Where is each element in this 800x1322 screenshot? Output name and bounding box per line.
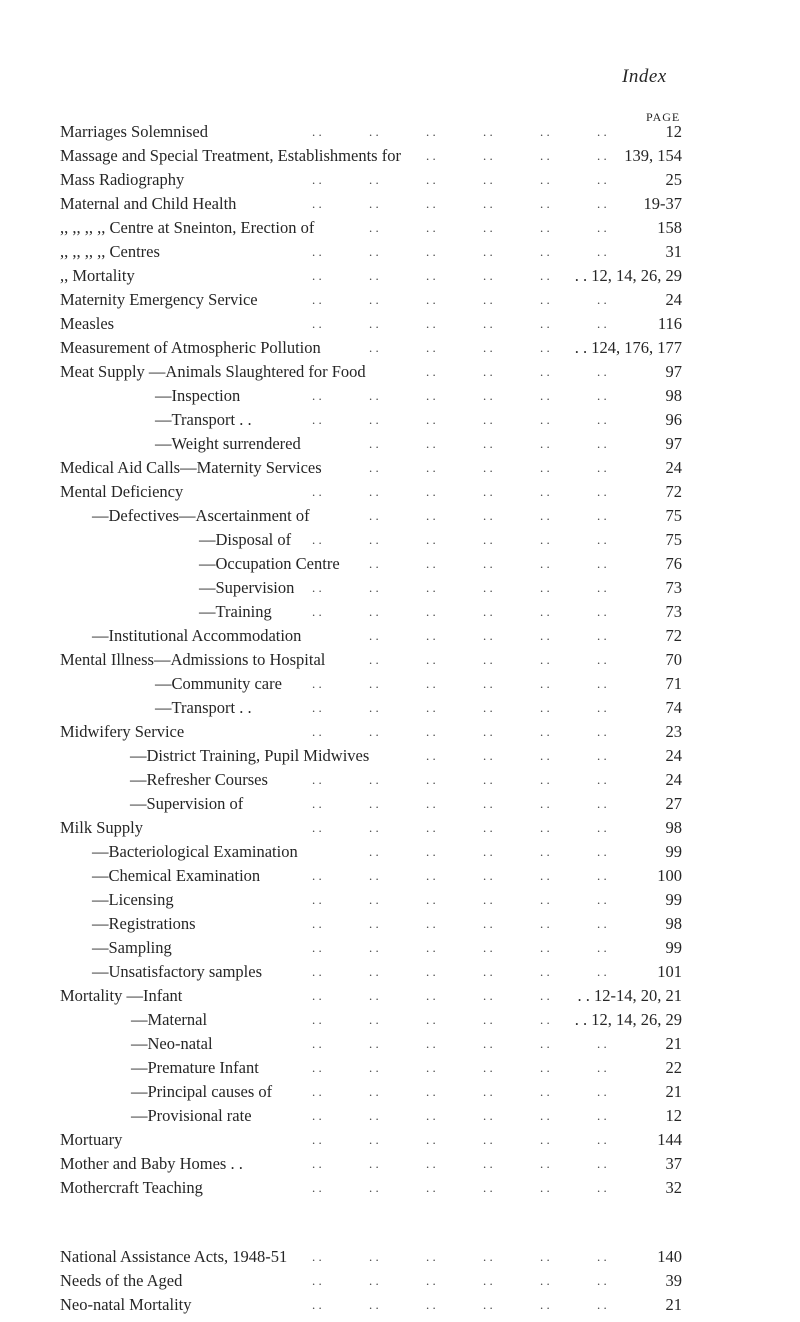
index-pages: 24 [665,746,682,765]
index-entry: Mental Deficiency 72 . . . . . . . . . . . . [0,480,800,504]
index-entry: —Supervision of 27 . . . . . . . . . . . . [0,792,800,816]
index-entry: Mortality —Infant . . 12-14, 20, 21 . . . . . . . . . . [0,984,800,1008]
index-entry: National Assistance Acts, 1948-51 140 . . . . . . . . . . . . [0,1245,800,1269]
index-entry: —Occupation Centre 76 . . . . . . . . . . [0,552,800,576]
index-pages: 144 [657,1130,682,1149]
index-term: —Transport . . [155,410,252,429]
index-pages: 24 [665,770,682,789]
index-pages: 32 [665,1178,682,1197]
index-pages: 75 [665,530,682,549]
index-pages: 24 [665,458,682,477]
index-entry: Milk Supply 98 . . . . . . . . . . . . [0,816,800,840]
index-term: Maternal and Child Health [60,194,237,213]
index-pages: 21 [665,1034,682,1053]
index-term: Mothercraft Teaching [60,1178,203,1197]
index-pages: 22 [665,1058,682,1077]
index-term: Measurement of Atmospheric Pollution [60,338,321,357]
index-term: —Institutional Accommodation [92,626,302,645]
index-term: —Maternal [131,1010,208,1029]
index-pages: 99 [665,938,682,957]
index-pages: . . 12, 14, 26, 29 [574,1010,682,1029]
index-entry: —Sampling 99 . . . . . . . . . . . . [0,936,800,960]
index-pages: 72 [665,482,682,501]
index-entry: —Transport . . 74 . . . . . . . . . . . . [0,696,800,720]
index-term: —District Training, Pupil Midwives [130,746,370,765]
index-pages: 39 [665,1271,682,1290]
index-entry: Maternal and Child Health 19-37 . . . . . . . . . . . . [0,192,800,216]
index-term: —Defectives—Ascertainment of [92,506,310,525]
index-pages: 12 [665,1106,682,1125]
index-entry: Mental Illness—Admissions to Hospital 70 . . . . . . . . . . [0,648,800,672]
index-pages: 12 [665,122,682,141]
index-pages: 98 [665,386,682,405]
index-pages: 98 [665,914,682,933]
index-pages: 31 [665,242,682,261]
index-entry: Massage and Special Treatment, Establishments for 139, 154 . . . . . . . . [0,144,800,168]
index-pages: . . 124, 176, 177 [574,338,682,357]
index-term: —Training [199,602,272,621]
index-entry: Mother and Baby Homes . . 37 . . . . . . . . . . . . [0,1152,800,1176]
index-pages: . . 12-14, 20, 21 [577,986,682,1005]
page-column-label: PAGE [646,110,681,124]
index-term: Maternity Emergency Service [60,290,258,309]
index-term: —Inspection [155,386,241,405]
index-entry: Needs of the Aged 39 . . . . . . . . . . . . [0,1269,800,1293]
index-pages: 27 [665,794,682,813]
index-entry: —Premature Infant 22 . . . . . . . . . . . . [0,1056,800,1080]
index-entry: —Refresher Courses 24 . . . . . . . . . . . . [0,768,800,792]
index-pages: 158 [657,218,682,237]
index-entry: —Maternal . . 12, 14, 26, 29 . . . . . . . . . . [0,1008,800,1032]
index-pages: 74 [665,698,682,717]
index-term: Mortality —Infant [60,986,183,1005]
index-entry: —Unsatisfactory samples 101 . . . . . . . . . . . . [0,960,800,984]
index-term: Milk Supply [60,818,143,837]
index-term: —Provisional rate [131,1106,252,1125]
index-term: —Principal causes of [131,1082,273,1101]
index-pages: 70 [665,650,682,669]
index-entry: Measles 116 . . . . . . . . . . . . [0,312,800,336]
index-entry: Mass Radiography 25 . . . . . . . . . . . . [0,168,800,192]
index-pages: 99 [665,842,682,861]
index-entry: —Registrations 98 . . . . . . . . . . . . [0,912,800,936]
index-pages: 97 [665,434,682,453]
index-term: —Transport . . [155,698,252,717]
index-term: —Weight surrendered [155,434,301,453]
index-pages: 21 [665,1295,682,1314]
index-pages: 116 [657,314,682,333]
index-term: Mother and Baby Homes . . [60,1154,243,1173]
index-term: —Supervision of [130,794,244,813]
index-entry: —Supervision 73 . . . . . . . . . . . . [0,576,800,600]
index-term: ,, ,, ,, ,, Centres [60,242,160,261]
index-entry: Neo-natal Mortality 21 . . . . . . . . . . . . [0,1293,800,1317]
index-entry: —District Training, Pupil Midwives 24 . . . . . . . . [0,744,800,768]
index-entry: Mortuary 144 . . . . . . . . . . . . [0,1128,800,1152]
index-pages: 73 [665,578,682,597]
index-term: —Licensing [92,890,174,909]
index-entry: Mothercraft Teaching 32 . . . . . . . . . . . . [0,1176,800,1200]
index-term: Mass Radiography [60,170,185,189]
index-pages: 73 [665,602,682,621]
index-entry: Medical Aid Calls—Maternity Services 24 . . . . . . . . . . [0,456,800,480]
index-pages: 71 [665,674,682,693]
index-pages: 99 [665,890,682,909]
index-term: Midwifery Service [60,722,185,741]
index-entry: Midwifery Service 23 . . . . . . . . . . . . [0,720,800,744]
index-pages: 96 [665,410,682,429]
index-pages: 23 [665,722,682,741]
index-entry: ,, ,, ,, ,, Centres 31 . . . . . . . . . . . . [0,240,800,264]
index-pages: 25 [665,170,682,189]
index-entry: ,, Mortality . . 12, 14, 26, 29 . . . . . . . . . . [0,264,800,288]
index-term: —Neo-natal [131,1034,213,1053]
index-term: Meat Supply —Animals Slaughtered for Food [60,362,366,381]
index-term: —Sampling [92,938,172,957]
index-term: Mental Illness—Admissions to Hospital [60,650,326,669]
index-pages: 139, 154 [624,146,682,165]
index-term: —Refresher Courses [130,770,268,789]
index-entry: Meat Supply —Animals Slaughtered for Food 97 . . . . . . . . [0,360,800,384]
index-pages: . . 12, 14, 26, 29 [574,266,682,285]
index-entry: Marriages Solemnised 12 . . . . . . . . . . . . [0,120,800,144]
index-pages: 76 [665,554,682,573]
index-entry: Measurement of Atmospheric Pollution . . 124, 176, 177 . . . . . . . . [0,336,800,360]
index-term: —Unsatisfactory samples [92,962,263,981]
index-term: —Community care [155,674,282,693]
index-entry: Maternity Emergency Service 24 . . . . . . . . . . . . [0,288,800,312]
index-term: —Disposal of [199,530,292,549]
index-term: Medical Aid Calls—Maternity Services [60,458,322,477]
index-entry: —Neo-natal 21 . . . . . . . . . . . . [0,1032,800,1056]
index-entry: —Chemical Examination 100 . . . . . . . . . . . . [0,864,800,888]
index-pages: 19-37 [643,194,682,213]
index-entry: —Provisional rate 12 . . . . . . . . . . . . [0,1104,800,1128]
index-entry: —Bacteriological Examination 99 . . . . . . . . . . [0,840,800,864]
index-term: Neo-natal Mortality [60,1295,192,1314]
index-term: Needs of the Aged [60,1271,183,1290]
index-entry: —Training 73 . . . . . . . . . . . . [0,600,800,624]
index-pages: 140 [657,1247,682,1266]
index-entry: —Transport . . 96 . . . . . . . . . . . . [0,408,800,432]
index-entry: —Disposal of 75 . . . . . . . . . . . . [0,528,800,552]
index-term: Mortuary [60,1130,123,1149]
index-pages: 24 [665,290,682,309]
index-entry: —Principal causes of 21 . . . . . . . . . . . . [0,1080,800,1104]
index-term: —Registrations [92,914,196,933]
index-pages: 98 [665,818,682,837]
index-term: —Premature Infant [131,1058,259,1077]
index-pages: 37 [665,1154,682,1173]
index-term: ,, Mortality [60,266,135,285]
index-term: —Chemical Examination [92,866,261,885]
index-pages: 75 [665,506,682,525]
index-entry: —Licensing 99 . . . . . . . . . . . . [0,888,800,912]
index-entry: —Community care 71 . . . . . . . . . . . . [0,672,800,696]
index-term: Measles [60,314,115,333]
index-pages: 72 [665,626,682,645]
index-entry: —Inspection 98 . . . . . . . . . . . . [0,384,800,408]
index-term: —Occupation Centre [199,554,340,573]
index-entry: —Institutional Accommodation 72 . . . . . . . . . . [0,624,800,648]
index-pages: 21 [665,1082,682,1101]
index-term: National Assistance Acts, 1948-51 [60,1247,288,1266]
index-term: Marriages Solemnised [60,122,209,141]
index-entry: —Weight surrendered 97 . . . . . . . . . . [0,432,800,456]
index-pages: 101 [657,962,682,981]
index-term: —Supervision [199,578,295,597]
index-term: Massage and Special Treatment, Establishments for [60,146,401,165]
index-entry: ,, ,, ,, ,, Centre at Sneinton, Erection of 158 . . . . . . . . . . [0,216,800,240]
index-pages: 100 [657,866,682,885]
index-term: Mental Deficiency [60,482,184,501]
index-term: ,, ,, ,, ,, Centre at Sneinton, Erection of [60,218,315,237]
index-term: —Bacteriological Examination [92,842,298,861]
index-entry: —Defectives—Ascertainment of 75 . . . . . . . . . . [0,504,800,528]
index-pages: 97 [665,362,682,381]
running-head: Index [622,66,667,87]
